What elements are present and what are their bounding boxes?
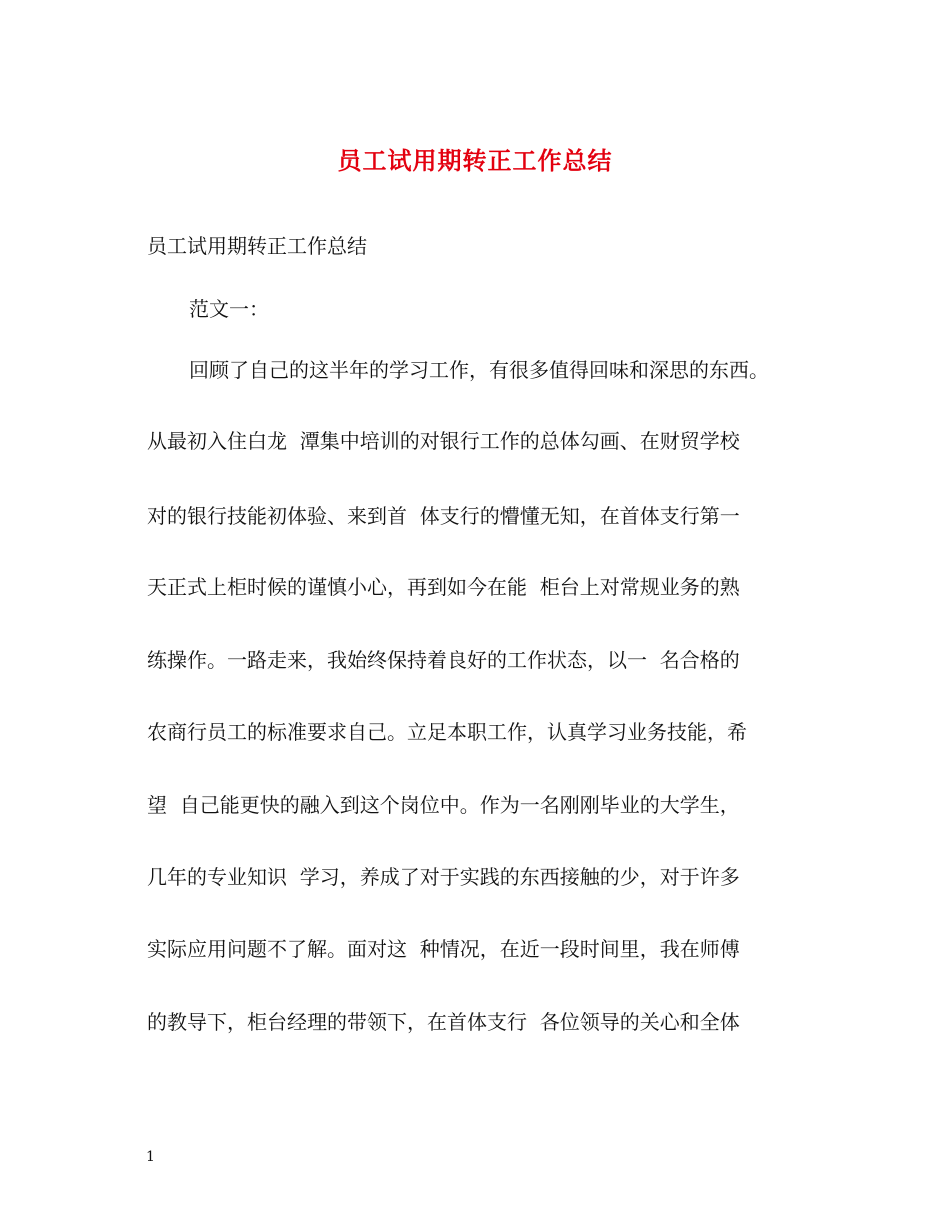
body-line: 望 自己能更快的融入到这个岗位中。作为一名刚刚毕业的大学生， bbox=[147, 793, 740, 817]
section-label: 范文一： bbox=[189, 297, 269, 321]
body-line: 对的银行技能初体验、来到首 体支行的懵懂无知，在首体支行第一 bbox=[147, 504, 740, 528]
body-line: 农商行员工的标准要求自己。立足本职工作，认真学习业务技能，希 bbox=[147, 720, 747, 744]
document-subtitle: 员工试用期转正工作总结 bbox=[147, 234, 367, 258]
body-line: 回顾了自己的这半年的学习工作，有很多值得回味和深思的东西。 bbox=[189, 358, 769, 382]
page-number: 1 bbox=[146, 1149, 155, 1165]
body-line: 的教导下，柜台经理的带领下，在首体支行 各位领导的关心和全体 bbox=[147, 1010, 740, 1034]
body-line: 几年的专业知识 学习，养成了对于实践的东西接触的少，对于许多 bbox=[147, 865, 740, 889]
body-line: 练操作。一路走来，我始终保持着良好的工作状态，以一 名合格的 bbox=[147, 648, 740, 672]
body-line: 天正式上柜时候的谨慎小心，再到如今在能 柜台上对常规业务的熟 bbox=[147, 575, 740, 599]
body-line: 实际应用问题不了解。面对这 种情况，在近一段时间里，我在师傅 bbox=[147, 937, 740, 961]
body-line: 从最初入住白龙 潭集中培训的对银行工作的总体勾画、在财贸学校 bbox=[147, 429, 740, 453]
document-title: 员工试用期转正工作总结 bbox=[337, 146, 613, 175]
